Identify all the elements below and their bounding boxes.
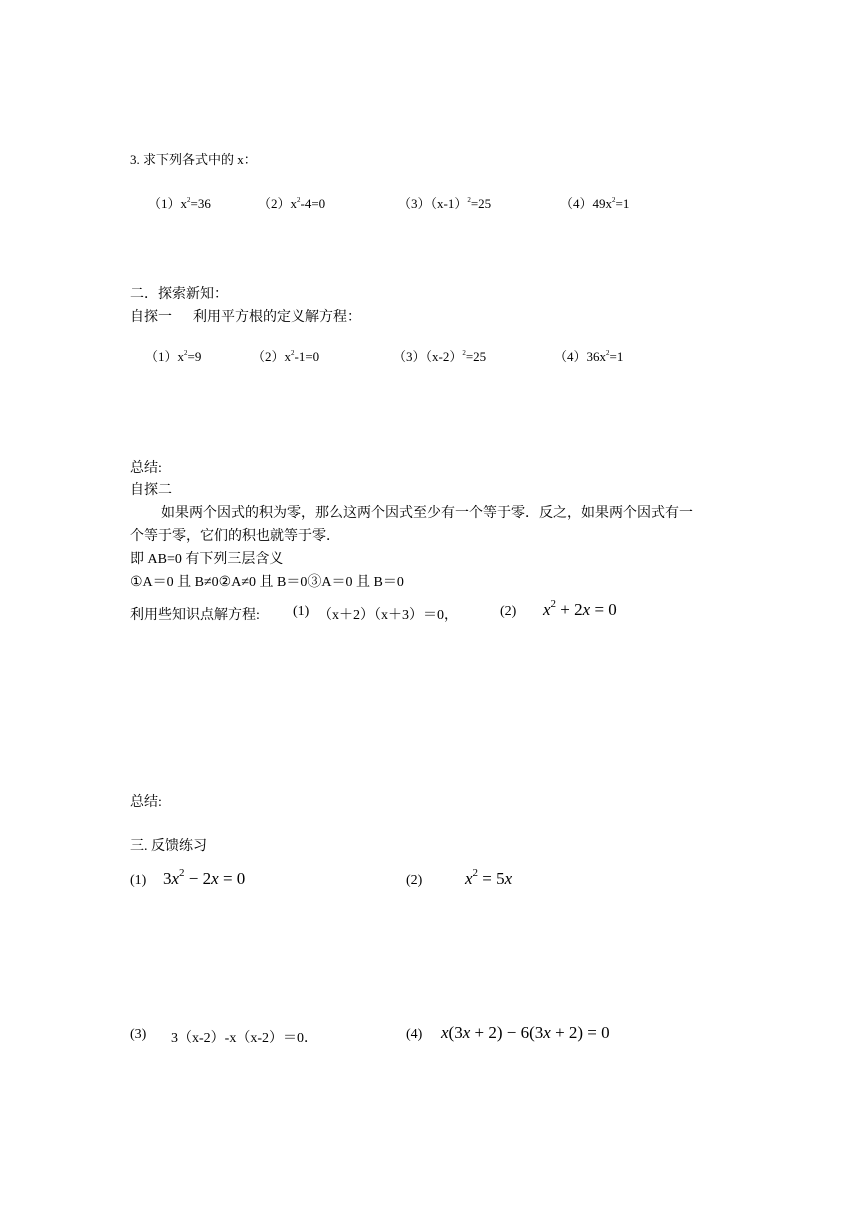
- explore-item-4: $(4)36x^2=1$: [554, 349, 624, 364]
- section3-item-4: $(4)49x^2=1$: [560, 196, 630, 211]
- feedback-q3-number: (3): [130, 1027, 147, 1042]
- theorem-line-2: 个等于零，它们的积也就等于零．: [130, 529, 340, 544]
- explore-item-3: $(3)(x-2)^2=25$: [393, 349, 487, 364]
- feedback-q1-equation: $3x^2 - 2x = 0$: [163, 867, 246, 888]
- explore-item-1: $(1)x^2=9$: [145, 349, 202, 364]
- summary-label-1: 总结:: [130, 461, 162, 476]
- feedback-heading: 三. 反馈练习: [130, 839, 207, 854]
- theorem-line-1: 如果两个因式的积为零，那么这两个因式至少有一个等于零．反之，如果两个因式有一: [161, 506, 693, 521]
- section3-item-1: $(1)x^2=36$: [148, 196, 211, 211]
- meaning-line: 即 AB=0 有下列三层含义: [130, 552, 284, 567]
- feedback-q1-number: (1): [130, 873, 147, 888]
- cases-line: ①A＝0 且 B≠0②A≠0 且 B＝0③A＝0 且 B＝0: [130, 575, 404, 590]
- apply-2-equation: $x^2 + 2x = 0$: [543, 598, 617, 619]
- feedback-q3-equation: 3（x-2）-x（x-2）＝0．: [171, 1031, 318, 1046]
- apply-2-number: (2): [500, 604, 517, 619]
- feedback-q4-number: (4): [406, 1027, 423, 1042]
- feedback-q4-equation: x(3x + 2) − 6(3x + 2) = 0: [441, 1023, 610, 1042]
- explore-part1-label: 自探一 利用平方根的定义解方程：: [130, 310, 361, 325]
- feedback-q2-number: (2): [406, 873, 423, 888]
- apply-1-equation: （x＋2）（x＋3）＝0，: [318, 608, 458, 623]
- explore-heading: 二．探索新知：: [130, 287, 228, 302]
- apply-1-number: (1): [293, 604, 310, 619]
- section3-item-2: $(2)x^2-4=0$: [258, 196, 326, 211]
- apply-label: 利用些知识点解方程:: [130, 608, 260, 623]
- section3-item-3: $(3)(x-1)^2=25$: [398, 196, 492, 211]
- explore-item-2: $(2)x^2-1=0$: [252, 349, 320, 364]
- feedback-q2-equation: $x^2 = 5x$: [465, 867, 513, 888]
- section3-title: 3. 求下列各式中的 x：: [130, 152, 257, 167]
- explore-part2-label: 自探二: [130, 483, 172, 498]
- summary-label-2: 总结:: [130, 795, 162, 810]
